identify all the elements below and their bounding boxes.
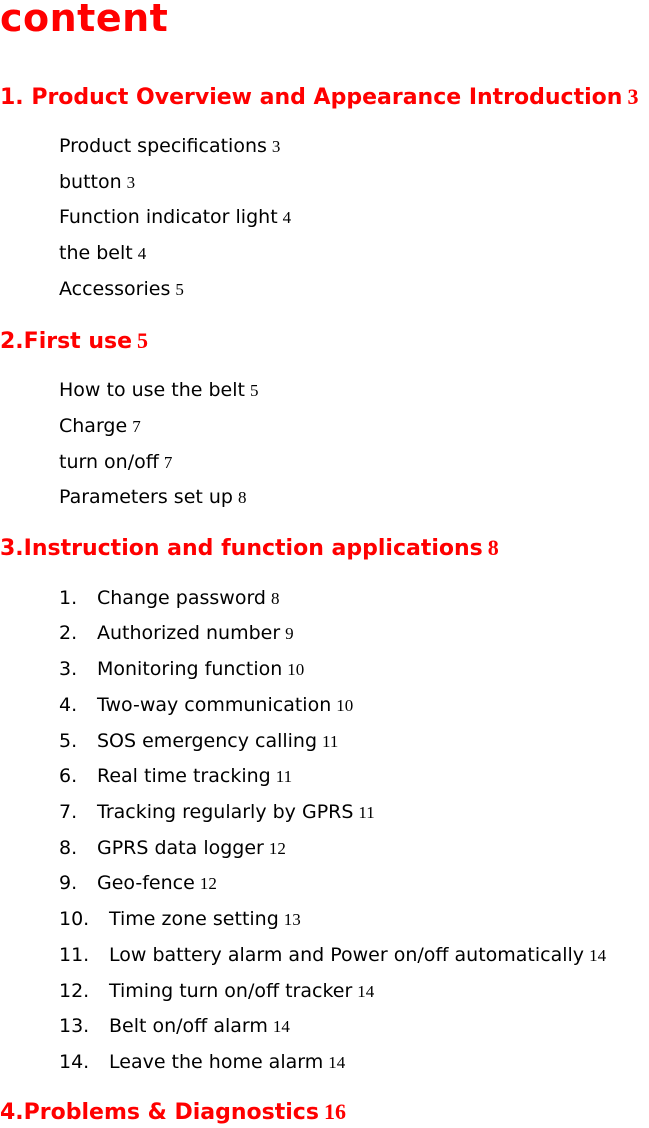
section-page: 5 — [137, 328, 149, 353]
entry-label: Tracking regularly by GPRS — [97, 801, 354, 823]
entry-page: 7 — [163, 453, 173, 472]
entry-number: 2. — [59, 622, 78, 644]
toc-entry-how-to-use-the-belt[interactable] — [59, 378, 258, 403]
entry-page: 14 — [589, 946, 607, 965]
entry-page: 13 — [283, 910, 301, 929]
entry-page: 4 — [282, 208, 292, 227]
entry-label: turn on/off — [59, 451, 159, 473]
toc-entry-tracking-regularly-by-gprs[interactable] — [59, 800, 375, 825]
entry-page: 11 — [275, 767, 293, 786]
section-heading-4[interactable] — [0, 1098, 346, 1127]
entry-page: 5 — [249, 381, 259, 400]
entry-label: Parameters set up — [59, 486, 233, 508]
section-label: 3.Instruction and function applications — [0, 536, 483, 561]
entry-number: 14. — [59, 1051, 90, 1073]
toc-entry-two-way-communication[interactable] — [59, 693, 353, 718]
entry-page: 9 — [285, 624, 294, 643]
entry-label: Belt on/off alarm — [109, 1015, 268, 1037]
entry-page: 11 — [358, 803, 375, 822]
section-page: 8 — [487, 535, 499, 560]
entry-label: Charge — [59, 415, 128, 437]
entry-page: 8 — [271, 589, 280, 608]
entry-label: How to use the belt — [59, 379, 245, 401]
entry-label: GPRS data logger — [97, 837, 264, 859]
entry-label: Low battery alarm and Power on/off automatically — [109, 944, 585, 966]
entry-number: 10. — [59, 908, 90, 930]
entry-label: Change password — [97, 587, 266, 609]
toc-title: content — [0, 0, 169, 40]
toc-entry-geo-fence[interactable] — [59, 871, 217, 896]
toc-entry-accessories[interactable] — [59, 277, 184, 302]
entry-label: Function indicator light — [59, 206, 278, 228]
entry-number: 4. — [59, 694, 78, 716]
section-page: 16 — [323, 1099, 346, 1124]
entry-page: 10 — [287, 660, 305, 679]
entry-number: 9. — [59, 872, 78, 894]
entry-page: 14 — [328, 1053, 346, 1072]
toc-entry-turn-on-off[interactable] — [59, 450, 172, 475]
toc-entry-belt-on-off-alarm[interactable] — [59, 1014, 290, 1039]
toc-entry-leave-the-home-alarm[interactable] — [59, 1050, 345, 1075]
section-label: 2.First use — [0, 329, 133, 354]
entry-number: 11. — [59, 944, 90, 966]
toc-entry-parameters-set-up[interactable] — [59, 485, 246, 510]
section-label: 4.Problems & Diagnostics — [0, 1100, 319, 1125]
section-heading-2[interactable] — [0, 327, 148, 356]
entry-page: 14 — [272, 1017, 290, 1036]
entry-page: 14 — [357, 982, 375, 1001]
toc-entry-the-belt[interactable] — [59, 241, 146, 266]
section-page: 3 — [627, 84, 639, 109]
toc-entry-low-battery-alarm[interactable] — [59, 943, 606, 968]
section-label: 1. Product Overview and Appearance Introduction — [0, 85, 623, 110]
entry-page: 3 — [271, 137, 281, 156]
entry-label: Two-way communication — [97, 694, 332, 716]
entry-label: Real time tracking — [97, 765, 271, 787]
section-heading-3[interactable] — [0, 534, 499, 563]
entry-label: Authorized number — [97, 622, 281, 644]
entry-page: 4 — [137, 244, 147, 263]
toc-entry-button[interactable] — [59, 170, 135, 195]
entry-label: Product specifications — [59, 135, 267, 157]
toc-entry-timing-turn-on-off-tracker[interactable] — [59, 979, 374, 1004]
toc-entry-function-indicator-light[interactable] — [59, 205, 291, 230]
entry-page: 7 — [132, 417, 141, 436]
section-heading-1[interactable] — [0, 83, 638, 112]
entry-page: 3 — [126, 173, 136, 192]
toc-entry-real-time-tracking[interactable] — [59, 764, 292, 789]
entry-number: 5. — [59, 730, 78, 752]
entry-number: 6. — [59, 765, 78, 787]
toc-entry-monitoring-function[interactable] — [59, 657, 304, 682]
entry-page: 8 — [237, 488, 247, 507]
toc-entry-product-specifications[interactable] — [59, 134, 280, 159]
entry-label: SOS emergency calling — [97, 730, 318, 752]
entry-page: 12 — [199, 874, 217, 893]
toc-entry-charge[interactable] — [59, 414, 141, 439]
entry-page: 5 — [175, 280, 184, 299]
entry-number: 12. — [59, 980, 90, 1002]
toc-entry-sos-emergency-calling[interactable] — [59, 729, 338, 754]
toc-entry-change-password[interactable] — [59, 586, 280, 611]
entry-label: the belt — [59, 242, 133, 264]
entry-number: 7. — [59, 801, 78, 823]
toc-entry-gprs-data-logger[interactable] — [59, 836, 286, 861]
entry-number: 3. — [59, 658, 78, 680]
entry-number: 8. — [59, 837, 78, 859]
entry-page: 11 — [322, 732, 339, 751]
entry-label: Geo-fence — [97, 872, 195, 894]
entry-number: 13. — [59, 1015, 90, 1037]
entry-number: 1. — [59, 587, 78, 609]
entry-page: 12 — [268, 839, 286, 858]
entry-page: 10 — [336, 696, 354, 715]
entry-label: Time zone setting — [109, 908, 279, 930]
entry-label: Monitoring function — [97, 658, 283, 680]
entry-label: Accessories — [59, 278, 171, 300]
entry-label: Leave the home alarm — [109, 1051, 324, 1073]
toc-entry-authorized-number[interactable] — [59, 621, 294, 646]
entry-label: button — [59, 171, 122, 193]
entry-label: Timing turn on/off tracker — [109, 980, 353, 1002]
toc-entry-time-zone-setting[interactable] — [59, 907, 301, 932]
